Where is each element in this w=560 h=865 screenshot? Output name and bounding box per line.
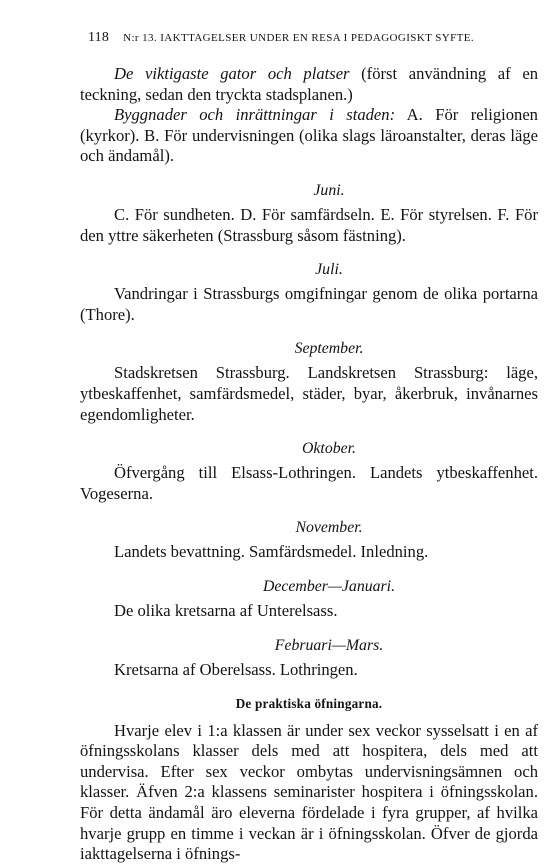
month-heading-juli: Juli. [315, 261, 343, 279]
paragraph-buildings-text: A. För religionen (kyrkor). B. För undervisningen (olika slags läroanstalter, deras läge och ändamål). [80, 105, 538, 166]
month-heading-december-januari: December—Januari. [262, 577, 396, 595]
month-heading-februari-mars: Februari—Mars. [274, 636, 384, 654]
month-text-juni: C. För sundheten. D. För samfärdseln. E. För styrelsen. F. För den yttre säkerheten (Strassburg såsom fästning). [80, 204, 538, 245]
italic-lead-buildings: Byggnader och inrättningar i staden: [114, 105, 396, 125]
paragraph-buildings [80, 105, 538, 167]
section-heading: De praktiska öfningarna. [235, 696, 383, 712]
month-text-september: Stadskretsen Strassburg. Landskretsen Strassburg: läge, ytbeskaffenhet, samfärdsmedel, städer, byar, åkerbruk, invånarnes egendomligheter. [80, 363, 538, 424]
paragraph-streets [80, 64, 538, 105]
italic-lead-streets: De viktigaste gator och platser [114, 64, 350, 83]
month-text-oktober: Öfvergång till Elsass-Lothringen. Landets ytbeskaffenhet. Vogeserna. [80, 463, 538, 503]
page-header [88, 30, 538, 46]
month-heading-september: September. [294, 340, 364, 358]
month-heading-juni: Juni. [313, 181, 345, 199]
month-text-februari-mars: Kretsarna af Oberelsass. Lothringen. [114, 659, 358, 679]
paragraph-streets-text: (först användning af en teckning, sedan den tryckta stadsplanen.) [80, 64, 538, 104]
month-heading-oktober: Oktober. [302, 440, 356, 458]
month-text-juli: Vandringar i Strassburgs omgifningar genom de olika portarna (Thore). [80, 284, 538, 324]
page-body [80, 64, 538, 865]
page-number: 118 [88, 30, 110, 45]
month-text-november: Landets bevattning. Samfärdsmedel. Inledning. [114, 542, 429, 562]
running-title: N:r 13. IAKTTAGELSER UNDER EN RESA I PEDAGOGISKT SYFTE. [123, 32, 475, 44]
month-heading-november: November. [295, 519, 363, 537]
month-text-december-januari: De olika kretsarna af Unterelsass. [114, 600, 338, 620]
section-text: Hvarje elev i 1:a klassen är under sex veckor sysselsatt i en af öfningsskolans klasser dels med att hospitera, dels med att undervisa. Efter sex veckor ombytas undervisningsämnen och klasser. Äfven 2:a klassens seminarister hospitera i öfningsskolan. För detta ändamål äro eleverna fördelade i fyra grupper, af hvilka hvarje grupp en timme i veckan är i öfningsskolan. Öfver de gjorda iakttagelserna i öfnings- [80, 720, 538, 864]
